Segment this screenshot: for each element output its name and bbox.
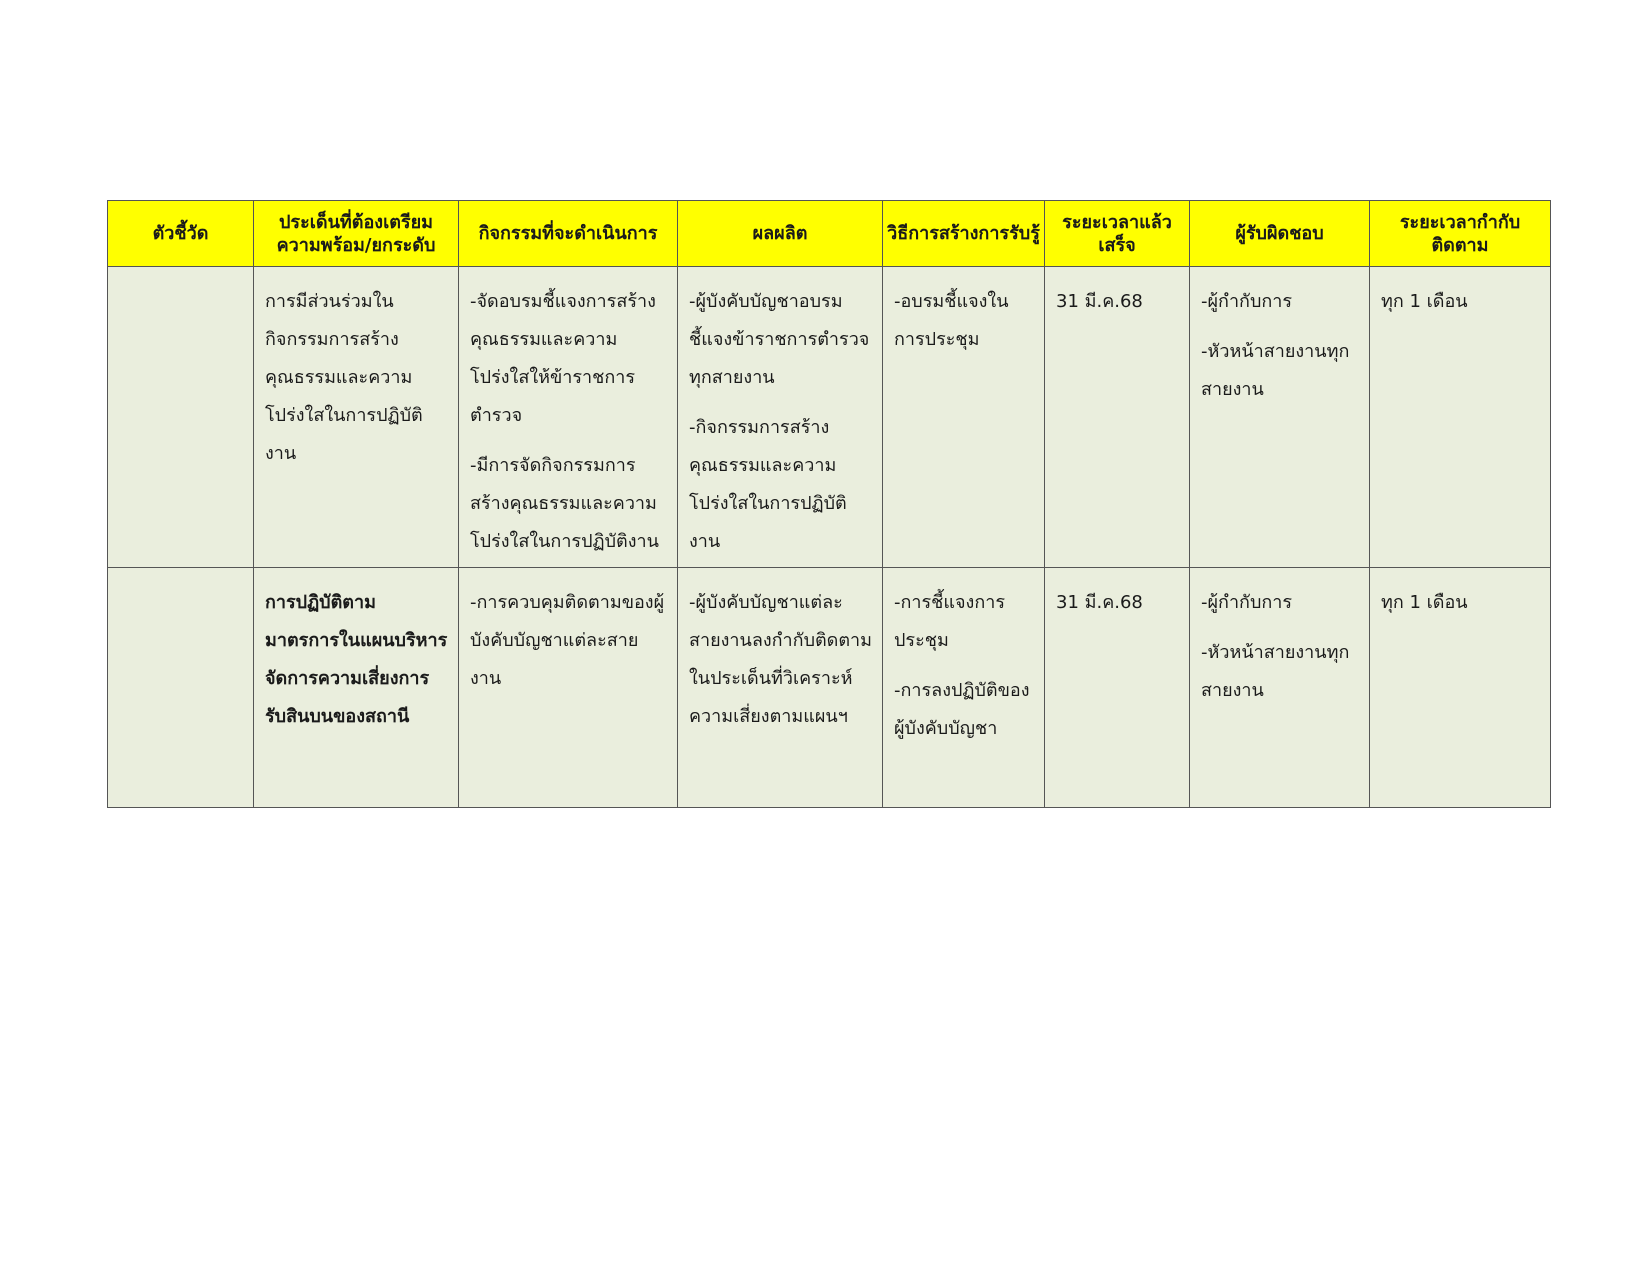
responsible-cell: [1190, 568, 1370, 808]
output-item: -ผู้บังคับบัญชาแต่ละสายงานลงกำกับติดตามในประเด็นที่วิเคราะห์ความเสี่ยงตามแผนฯ: [689, 592, 873, 727]
table-row: [108, 568, 1551, 808]
header-awareness: วิธีการสร้างการรับรู้: [883, 201, 1045, 267]
activities-cell: [459, 267, 678, 568]
issue-cell: การมีส่วนร่วมในกิจกรรมการสร้างคุณธรรมและความโปร่งใสในการปฏิบัติงาน: [254, 267, 459, 568]
indicator-cell: [108, 267, 254, 568]
awareness-cell: [883, 267, 1045, 568]
indicator-cell: [108, 568, 254, 808]
plan-table: [107, 200, 1551, 808]
responsible-item: -ผู้กำกับการ: [1201, 592, 1293, 613]
activity-item: -มีการจัดกิจกรรมการสร้างคุณธรรมและความโปร่งใสในการปฏิบัติงาน: [470, 455, 659, 552]
activity-item: -จัดอบรมชี้แจงการสร้างคุณธรรมและความโปร่งใสให้ข้าราชการตำรวจ: [470, 291, 656, 426]
monitoring-cell: ทุก 1 เดือน: [1370, 568, 1551, 808]
deadline-cell: 31 มี.ค.68: [1045, 568, 1190, 808]
awareness-item: -อบรมชี้แจงในการประชุม: [894, 291, 1009, 350]
activities-cell: [459, 568, 678, 808]
awareness-cell: [883, 568, 1045, 808]
responsible-cell: [1190, 267, 1370, 568]
header-monitoring: ระยะเวลากำกับติดตาม: [1370, 201, 1551, 267]
awareness-item: -การชี้แจงการประชุม: [894, 592, 1005, 651]
deadline-cell: 31 มี.ค.68: [1045, 267, 1190, 568]
awareness-item: -การลงปฏิบัติของผู้บังคับบัญชา: [894, 680, 1030, 739]
header-row: [108, 201, 1551, 267]
header-activities: กิจกรรมที่จะดำเนินการ: [459, 201, 678, 267]
issue-cell: การปฏิบัติตามมาตรการในแผนบริหารจัดการความเสี่ยงการรับสินบนของสถานี: [254, 568, 459, 808]
responsible-item: -ผู้กำกับการ: [1201, 291, 1293, 312]
responsible-item: -หัวหน้าสายงานทุกสายงาน: [1201, 341, 1350, 400]
output-item: -กิจกรรมการสร้างคุณธรรมและความโปร่งใสในการปฏิบัติงาน: [689, 417, 847, 552]
monitoring-cell: ทุก 1 เดือน: [1370, 267, 1551, 568]
output-item: -ผู้บังคับบัญชาอบรมชี้แจงข้าราชการตำรวจทุกสายงาน: [689, 291, 870, 388]
activity-item: -การควบคุมติดตามของผู้บังคับบัญชาแต่ละสายงาน: [470, 592, 665, 689]
responsible-item: -หัวหน้าสายงานทุกสายงาน: [1201, 642, 1350, 701]
outputs-cell: [678, 267, 883, 568]
header-indicator: ตัวชี้วัด: [108, 201, 254, 267]
table-row: [108, 267, 1551, 568]
outputs-cell: [678, 568, 883, 808]
header-deadline: ระยะเวลาแล้วเสร็จ: [1045, 201, 1190, 267]
header-outputs: ผลผลิต: [678, 201, 883, 267]
header-issue: ประเด็นที่ต้องเตรียมความพร้อม/ยกระดับ: [254, 201, 459, 267]
header-responsible: ผู้รับผิดชอบ: [1190, 201, 1370, 267]
